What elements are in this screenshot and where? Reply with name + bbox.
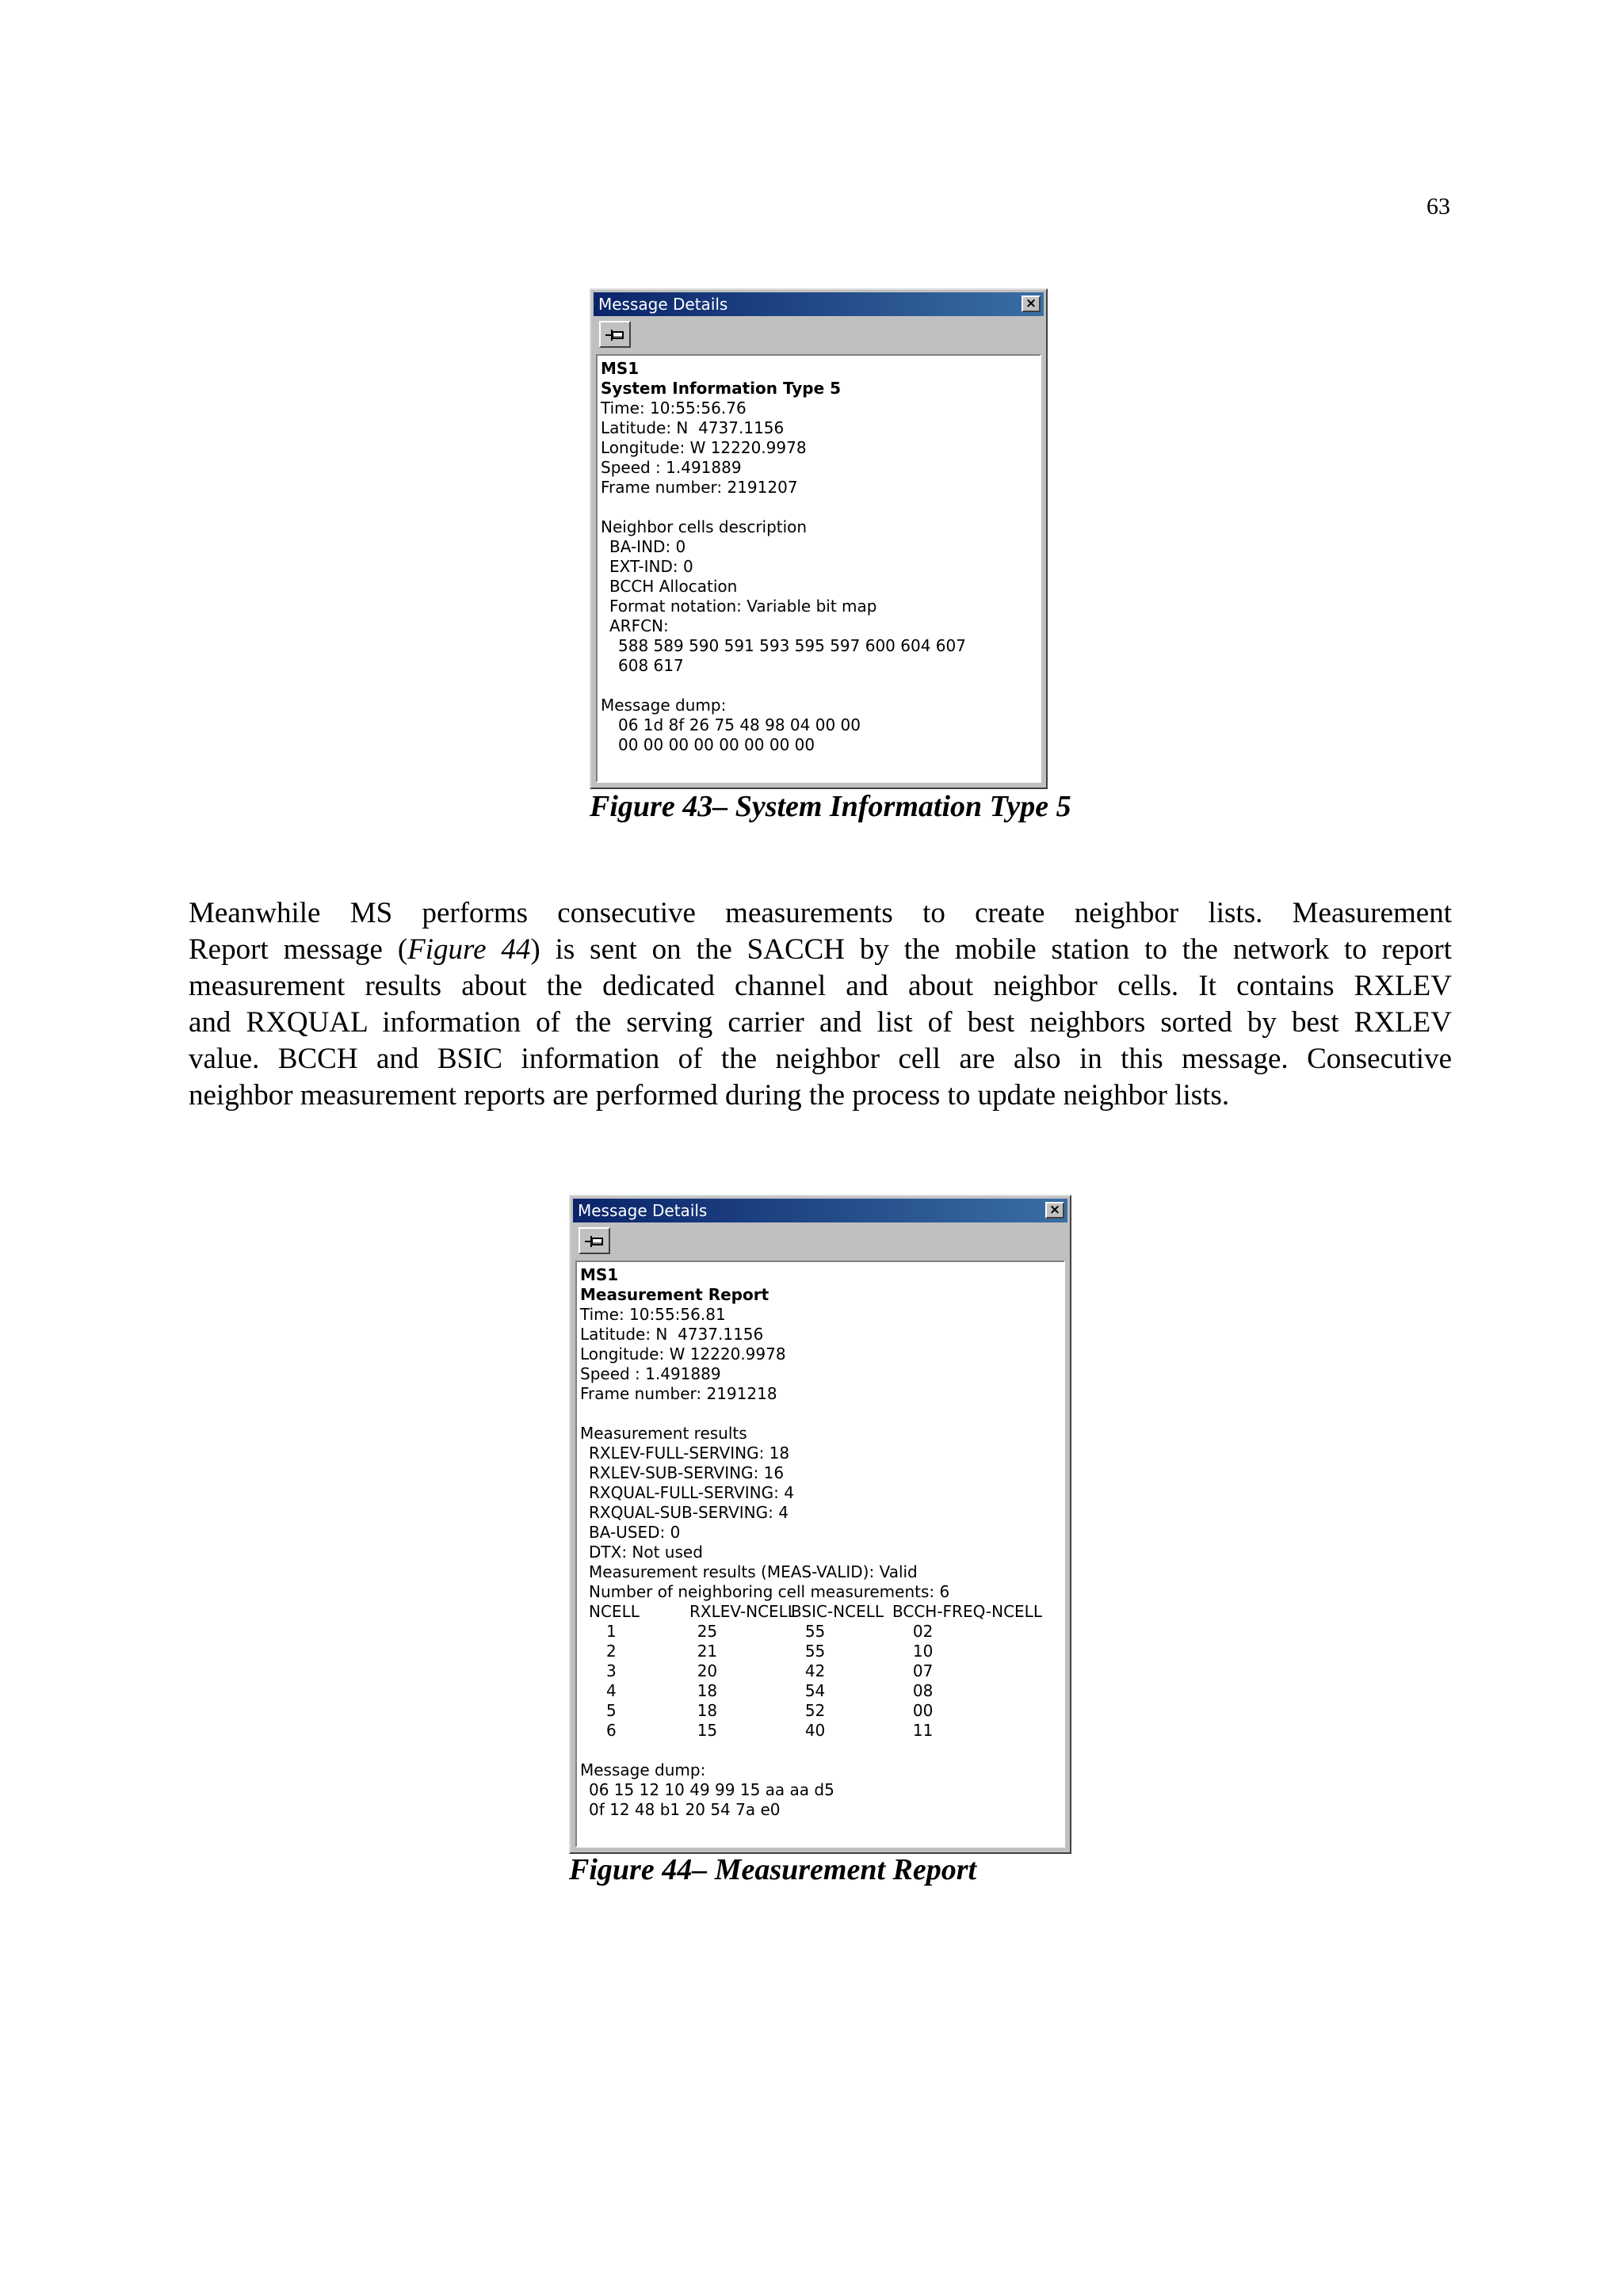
neighbor-cells-description: Neighbor cells description <box>601 517 808 536</box>
table-cell: 15 <box>697 1721 718 1740</box>
table-cell: 08 <box>912 1681 934 1700</box>
window-toolbar <box>571 1222 1070 1256</box>
table-row <box>580 1701 1060 1721</box>
table-cell: 18 <box>697 1701 718 1720</box>
page-number: 63 <box>1426 193 1450 219</box>
window-toolbar <box>591 316 1046 349</box>
message-type: Measurement Report <box>580 1285 769 1304</box>
paragraph-line-6: neighbor measurement reports are performed during the process to update neighbor lists. <box>189 1079 1230 1112</box>
message-dump-label: Message dump: <box>601 696 727 715</box>
ba-ind: BA-IND: 0 <box>609 537 686 556</box>
message-dump-2: 0f 12 48 b1 20 54 7a e0 <box>589 1800 781 1819</box>
table-cell: 55 <box>804 1642 826 1661</box>
rxlev-sub-serving: RXLEV-SUB-SERVING: 16 <box>589 1463 785 1482</box>
close-button[interactable]: × <box>1045 1202 1064 1219</box>
table-cell: 07 <box>912 1661 934 1680</box>
table-cell: 40 <box>804 1721 826 1740</box>
num-neighbor-measurements: Number of neighboring cell measurements: 6 <box>589 1582 950 1601</box>
table-cell: 21 <box>697 1642 718 1661</box>
latitude: Latitude: N 4737.1156 <box>601 418 785 437</box>
pin-icon <box>604 326 626 344</box>
frame-number: Frame number: 2191207 <box>601 478 798 497</box>
table-cell: 11 <box>912 1721 934 1740</box>
speed: Speed : 1.491889 <box>580 1364 721 1383</box>
message-details-window-fig44 <box>569 1195 1071 1854</box>
table-row <box>580 1622 1060 1642</box>
table-cell: 00 <box>912 1701 934 1720</box>
table-row <box>580 1681 1060 1701</box>
neighbor-table-body <box>580 1622 1060 1741</box>
longitude: Longitude: W 12220.9978 <box>601 438 807 457</box>
format-notation: Format notation: Variable bit map <box>609 597 877 616</box>
message-dump-1: 06 15 12 10 49 99 15 aa aa d5 <box>589 1780 834 1799</box>
table-cell: 3 <box>606 1661 617 1680</box>
window-title: Message Details <box>598 295 728 314</box>
close-button[interactable]: × <box>1022 296 1041 312</box>
table-cell: 18 <box>697 1681 718 1700</box>
dtx: DTX: Not used <box>589 1543 703 1562</box>
pin-icon <box>583 1233 605 1250</box>
time: Time: 10:55:56.81 <box>580 1305 726 1324</box>
table-row <box>580 1642 1060 1661</box>
table-cell: 5 <box>606 1701 617 1720</box>
measurement-results-label: Measurement results <box>580 1424 747 1443</box>
message-dump-2: 00 00 00 00 00 00 00 00 <box>618 735 815 754</box>
table-cell: 2 <box>606 1642 617 1661</box>
table-header-cell: BSIC-NCELL <box>791 1602 884 1621</box>
table-cell: 42 <box>804 1661 826 1680</box>
figure-44-reference[interactable]: Figure 44 <box>407 933 531 966</box>
meas-valid: Measurement results (MEAS-VALID): Valid <box>589 1562 918 1581</box>
table-row <box>580 1661 1060 1681</box>
table-header-cell: RXLEV-NCELL <box>689 1602 796 1621</box>
window-titlebar[interactable] <box>573 1199 1067 1222</box>
ext-ind: EXT-IND: 0 <box>609 557 693 576</box>
arfcn-values-1: 588 589 590 591 593 595 597 600 604 607 <box>618 636 966 655</box>
ba-used: BA-USED: 0 <box>589 1523 681 1542</box>
table-cell: 20 <box>697 1661 718 1680</box>
message-dump-label: Message dump: <box>580 1760 706 1779</box>
paragraph-line-4: and RXQUAL information of the serving carrier and list of best neighbors sorted by best RXLEV <box>189 1006 1452 1039</box>
paragraph-line-1: Meanwhile MS performs consecutive measurements to create neighbor lists. Measurement <box>189 897 1452 929</box>
time: Time: 10:55:56.76 <box>601 399 747 418</box>
ms-id: MS1 <box>601 359 640 378</box>
table-row <box>580 1721 1060 1741</box>
table-header-cell: BCCH-FREQ-NCELL <box>892 1602 1042 1621</box>
rxlev-full-serving: RXLEV-FULL-SERVING: 18 <box>589 1444 790 1463</box>
figure-44-caption: Figure 44– Measurement Report <box>569 1853 977 1886</box>
body-paragraph <box>189 895 1452 1114</box>
table-header-cell: NCELL <box>589 1602 640 1621</box>
table-cell: 25 <box>697 1622 718 1641</box>
table-cell: 1 <box>606 1622 617 1641</box>
arfcn-label: ARFCN: <box>609 616 669 635</box>
rxqual-sub-serving: RXQUAL-SUB-SERVING: 4 <box>589 1503 789 1522</box>
frame-number: Frame number: 2191218 <box>580 1384 777 1403</box>
window-titlebar[interactable] <box>594 292 1044 316</box>
message-content <box>575 1261 1065 1848</box>
table-cell: 10 <box>912 1642 934 1661</box>
speed: Speed : 1.491889 <box>601 458 742 477</box>
pin-button[interactable] <box>579 1227 610 1254</box>
table-cell: 6 <box>606 1721 617 1740</box>
message-type: System Information Type 5 <box>601 379 842 398</box>
paragraph-line-2: Report message (Figure 44) is sent on the SACCH by the mobile station to the network to report <box>189 933 1452 966</box>
table-cell: 55 <box>804 1622 826 1641</box>
table-cell: 4 <box>606 1681 617 1700</box>
table-cell: 52 <box>804 1701 826 1720</box>
window-title: Message Details <box>578 1201 708 1220</box>
pin-button[interactable] <box>599 321 631 348</box>
arfcn-values-2: 608 617 <box>618 656 684 675</box>
bcch-allocation: BCCH Allocation <box>609 577 738 596</box>
message-content <box>596 354 1041 783</box>
paragraph-line-3: measurement results about the dedicated channel and about neighbor cells. It contains RXLEV <box>189 970 1452 1002</box>
latitude: Latitude: N 4737.1156 <box>580 1325 764 1344</box>
message-details-window-fig43 <box>590 288 1048 789</box>
table-cell: 02 <box>912 1622 934 1641</box>
neighbor-table-header <box>580 1602 1060 1622</box>
message-dump-1: 06 1d 8f 26 75 48 98 04 00 00 <box>618 715 861 734</box>
longitude: Longitude: W 12220.9978 <box>580 1344 786 1363</box>
figure-43-caption: Figure 43– System Information Type 5 <box>590 790 1071 823</box>
paragraph-line-5: value. BCCH and BSIC information of the neighbor cell are also in this message. Consecutive <box>189 1043 1452 1075</box>
rxqual-full-serving: RXQUAL-FULL-SERVING: 4 <box>589 1483 794 1502</box>
ms-id: MS1 <box>580 1265 619 1284</box>
table-cell: 54 <box>804 1681 826 1700</box>
